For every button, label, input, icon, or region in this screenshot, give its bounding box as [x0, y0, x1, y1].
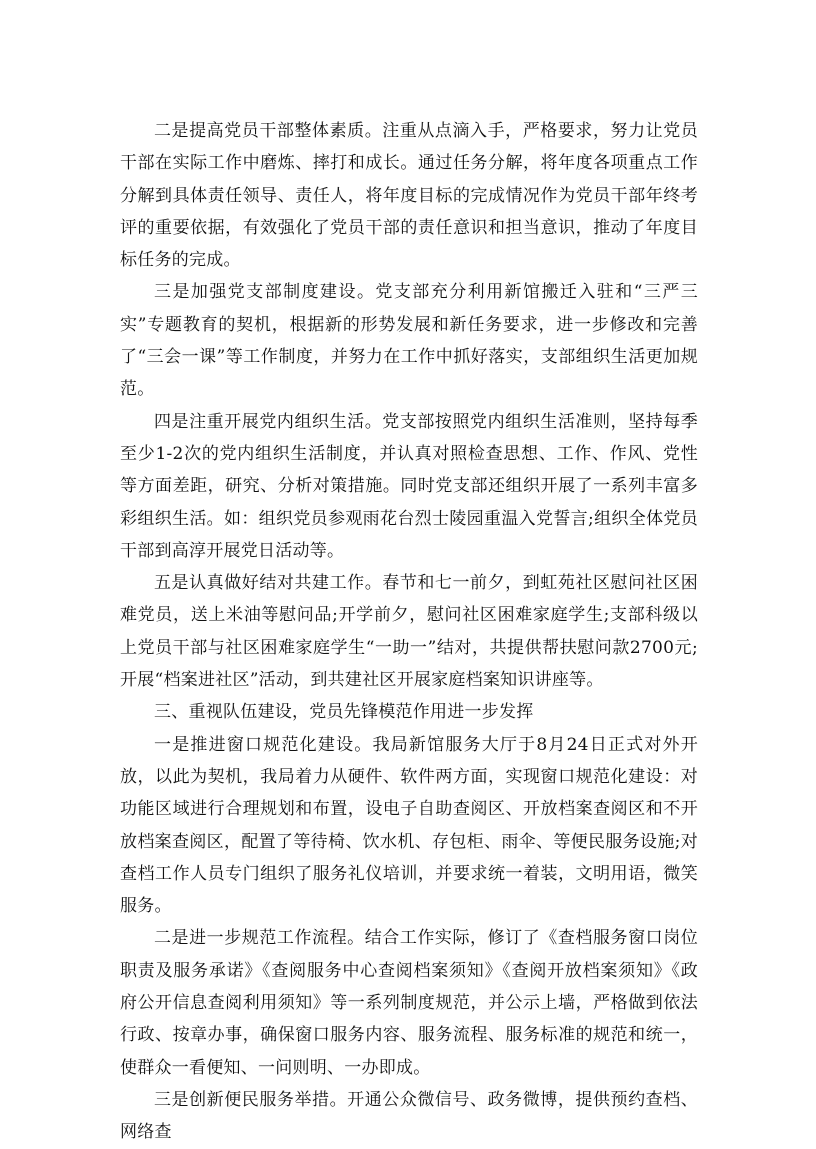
paragraph-workflow-standardization: 二是进一步规范工作流程。结合工作实际，修订了《查档服务窗口岗位职责及服务承诺》《查阅服务中心查阅档案须知》《查阅开放档案须知》《政府公开信息查阅利用须知》等一系列制度规范，并公示上墙，严格做到依法行政、按章办事，确保窗口服务内容、服务流程、服务标准的规范和统一，使群众一看便知、一问则明、一办即成。 [120, 928, 698, 1078]
paragraph-community-pairing: 五是认真做好结对共建工作。春节和七一前夕，到虹苑社区慰问社区困难党员，送上米油等慰问品;开学前夕，慰问社区困难家庭学生;支部科级以上党员干部与社区困难家庭学生“一助一”结对，共提供帮扶慰问款2700元;开展“档案进社区”活动，到共建社区开展家庭档案知识讲座等。 [120, 573, 698, 691]
document-body [120, 115, 698, 1149]
section-heading-team-building: 三、重视队伍建设，党员先锋模范作用进一步发挥 [154, 702, 534, 723]
paragraph-convenience-services: 三是创新便民服务举措。开通公众微信号、政务微博，提供预约查档、网络查 [120, 1089, 698, 1143]
paragraph-branch-system-building: 三是加强党支部制度建设。党支部充分利用新馆搬迁入驻和“三严三实”专题教育的契机，根据新的形势发展和新任务要求，进一步修改和完善了“三会一课”等工作制度，并努力在工作中抓好落实，支部组织生活更加规范。 [120, 282, 698, 400]
paragraph-window-standardization: 一是推进窗口规范化建设。我局新馆服务大厅于8月24日正式对外开放，以此为契机，我局着力从硬件、软件两方面，实现窗口规范化建设：对功能区域进行合理规划和布置，设电子自助查阅区、开放档案查阅区和不开放档案查阅区，配置了等待椅、饮水机、存包柜、雨伞、等便民服务设施;对查档工作人员专门组织了服务礼仪培训，并要求统一着装，文明用语，微笑服务。 [120, 734, 698, 917]
paragraph-party-organization-life: 四是注重开展党内组织生活。党支部按照党内组织生活准则，坚持每季至少1-2次的党内组织生活制度，并认真对照检查思想、工作、作风、党性等方面差距，研究、分析对策措施。同时党支部还组织开展了一系列丰富多彩组织生活。如：组织党员参观雨花台烈士陵园重温入党誓言;组织全体党员干部到高淳开展党日活动等。 [120, 411, 698, 561]
paragraph-improve-cadre-quality: 二是提高党员干部整体素质。注重从点滴入手，严格要求，努力让党员干部在实际工作中磨炼、摔打和成长。通过任务分解，将年度各项重点工作分解到具体责任领导、责任人，将年度目标的完成情况作为党员干部年终考评的重要依据，有效强化了党员干部的责任意识和担当意识，推动了年度目标任务的完成。 [120, 121, 698, 271]
